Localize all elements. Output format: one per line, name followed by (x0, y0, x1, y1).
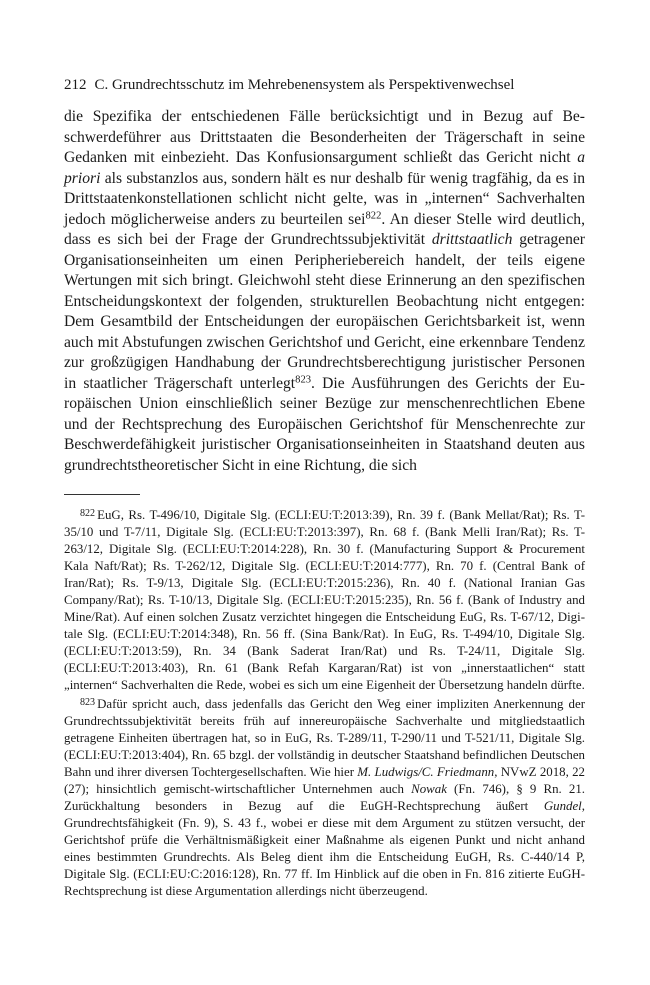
footnote-823 (64, 694, 585, 900)
footnote-separator (64, 494, 140, 495)
footnote-number: 823 (80, 696, 96, 708)
footnote-ref-822[interactable]: 822 (365, 210, 382, 222)
author-name: Gundel (543, 798, 582, 813)
footnotes (64, 505, 585, 900)
text-run: als substanzlos aus, sondern hält es nur deshalb für wenig tragfähig, da es in Drittstaatenkonstellationen schlicht nicht gelte, was in „internen“ Sachverhalten jedoch möglicherweise anders zu beurteilen sei (64, 169, 585, 228)
footnote-822 (64, 505, 585, 694)
text-run: . An dieser Stelle wird deutlich, dass es sich bei der Frage der Grundrechtssubjektivität (64, 210, 585, 248)
author-name: M. Ludwigs/C. Friedmann (357, 764, 495, 779)
footnote-number: 822 (80, 508, 96, 519)
footnote-text: , Grundrechtsfähigkeit (Fn. 9), S. 43 f., wobei er diese mit dem Argument zu stützen versucht, der Gerichtshof prüfe die Verhältnismäßigkeit einer Maßnahme als eigenen Punkt und nicht anhand eines bestimmten Grundrechts. Als Beleg dient ihm die Entscheidung EuGH, Rs. C-440/14 P, Digitale Slg. (ECLI:EU:C:2016:128), Rn. 77 ff. Im Hinblick auf die oben in Fn. 816 zitierte EuGH-Rechtsprechung ist diese Argumentation allerdings nicht überzeugend. (64, 798, 585, 898)
footnote-ref-823[interactable]: 823 (295, 374, 312, 386)
running-header (64, 76, 584, 94)
text-run: die Spezifika der entschiedenen Fälle berücksichtigt und in Bezug auf Beschwerdeführer aus Drittstaaten die Besonderheiten der Trägerschaft in seine Gedanken mit einbezieht. Das Konfusionsargument schließt das Gericht nicht (64, 108, 585, 166)
text-run: . Die Ausführungen des Gerichts der Europäischen Union einschließlich seiner Bezüge zur menschenrechtlichen Ebene und der Rechtsprechung des Europäischen Gerichtshof für Menschenrechte zur Beschwerdefähigkeit juristischer Organisationseinheiten in Staatshand deuten aus grundrechtstheoretischer Sicht in eine Richtung, die sich (64, 374, 585, 474)
footnote-text: Dafür spricht auch, dass jedenfalls das Gericht den Weg einer impliziten Anerkennung der Grundrechtssubjektivität bereits früh auf innereuropäische Sachverhalte und mitgliedstaatlich getragene Einheiten übertragen hat, so in EuG, Rs. T-289/11, T-290/11 und T-521/11, Digitale Slg. (ECLI:EU:T:2013:404), Rn. 65 bzgl. der vollständig in deutscher Staatshand befindlichen Deutschen Bahn und ihrer diversen Tochtergesellschaften. Wie hier (64, 696, 585, 779)
footnote-text: (Fn. 746), § 9 Rn. 21. Zurückhaltung besonders in Bezug auf die EuGH-Rechtsprechung äußert (64, 781, 585, 813)
italic-term: a priori (64, 149, 585, 187)
author-name: Nowak (411, 781, 447, 796)
main-text (64, 107, 585, 476)
italic-term: drittstaatlich (431, 231, 513, 248)
body-paragraph (64, 107, 585, 476)
running-title: C. Grundrechtsschutz im Mehrebenensystem als Perspektivenwechsel (94, 77, 515, 93)
text-run: getragener Organisationseinheiten um einen Peripheriebereich handelt, der teils eigene Wertungen mit sich bringt. Gleichwohl steht diese Erinnerung an den spezifischen Entscheidungskontext der folgenden, strukturellen Beobachtung nicht entgegen: Dem Gesamtbild der Entscheidungen der europäischen Gerichtsbarkeit ist, wenn auch mit Abstufungen zwischen Gerichtshof und Gericht, eine erkennbare Tendenz zur großzügigen Handhabung der Grundrechtsberechtigung juristischer Personen in staatlicher Trägerschaft unterlegt (64, 231, 585, 392)
footnote-text: , NVwZ 2018, 22 (27); hinsichtlich gemischt-wirtschaftlicher Unternehmen auch (64, 764, 586, 796)
footnote-text: EuG, Rs. T-496/10, Digitale Slg. (ECLI:EU:T:2013:39), Rn. 39 f. (Bank Mellat/Rat); Rs. T-35/10 und T-7/11, Digitale Slg. (ECLI:EU:T:2013:397), Rn. 68 f. (Bank Melli Iran/Rat); Rs. T-263/12, Digitale Slg. (ECLI:EU:T:2014:228), Rn. 30 f. (Manufacturing Support & Procurement Kala Naft/Rat); Rs. T-262/12, Digitale Slg. (ECLI:EU:T:2014:777), Rn. 70 f. (Central Bank of Iran/Rat); Rs. T-9/13, Digitale Slg. (ECLI:EU:T:2015:236), Rn. 40 f. (National Iranian Gas Company/Rat); Rs. T-10/13, Digitale Slg. (ECLI:EU:T:2015:235), Rn. 56 f. (Bank of Industry and Mine/Rat). Auf einen solchen Zusatz verzichtet hingegen die Entscheidung EuG, Rs. T-67/12, Digitale Slg. (ECLI:EU:T:2014:348), Rn. 56 ff. (Sina Bank/Rat). In EuG, Rs. T-494/10, Digitale Slg. (ECLI:EU:T:2013:59), Rn. 34 (Bank Saderat Iran/Rat) und Rs. T-24/11, Digitale Slg. (ECLI:EU:T:2013:403), Rn. 61 (Bank Refah Kargaran/Rat) ist von „innerstaatlichen“ statt „internen“ Sachverhalten die Rede, wobei es sich um eine Eigenheit der Übersetzung handeln dürfte. (64, 507, 585, 692)
page-number: 212 (64, 77, 87, 93)
